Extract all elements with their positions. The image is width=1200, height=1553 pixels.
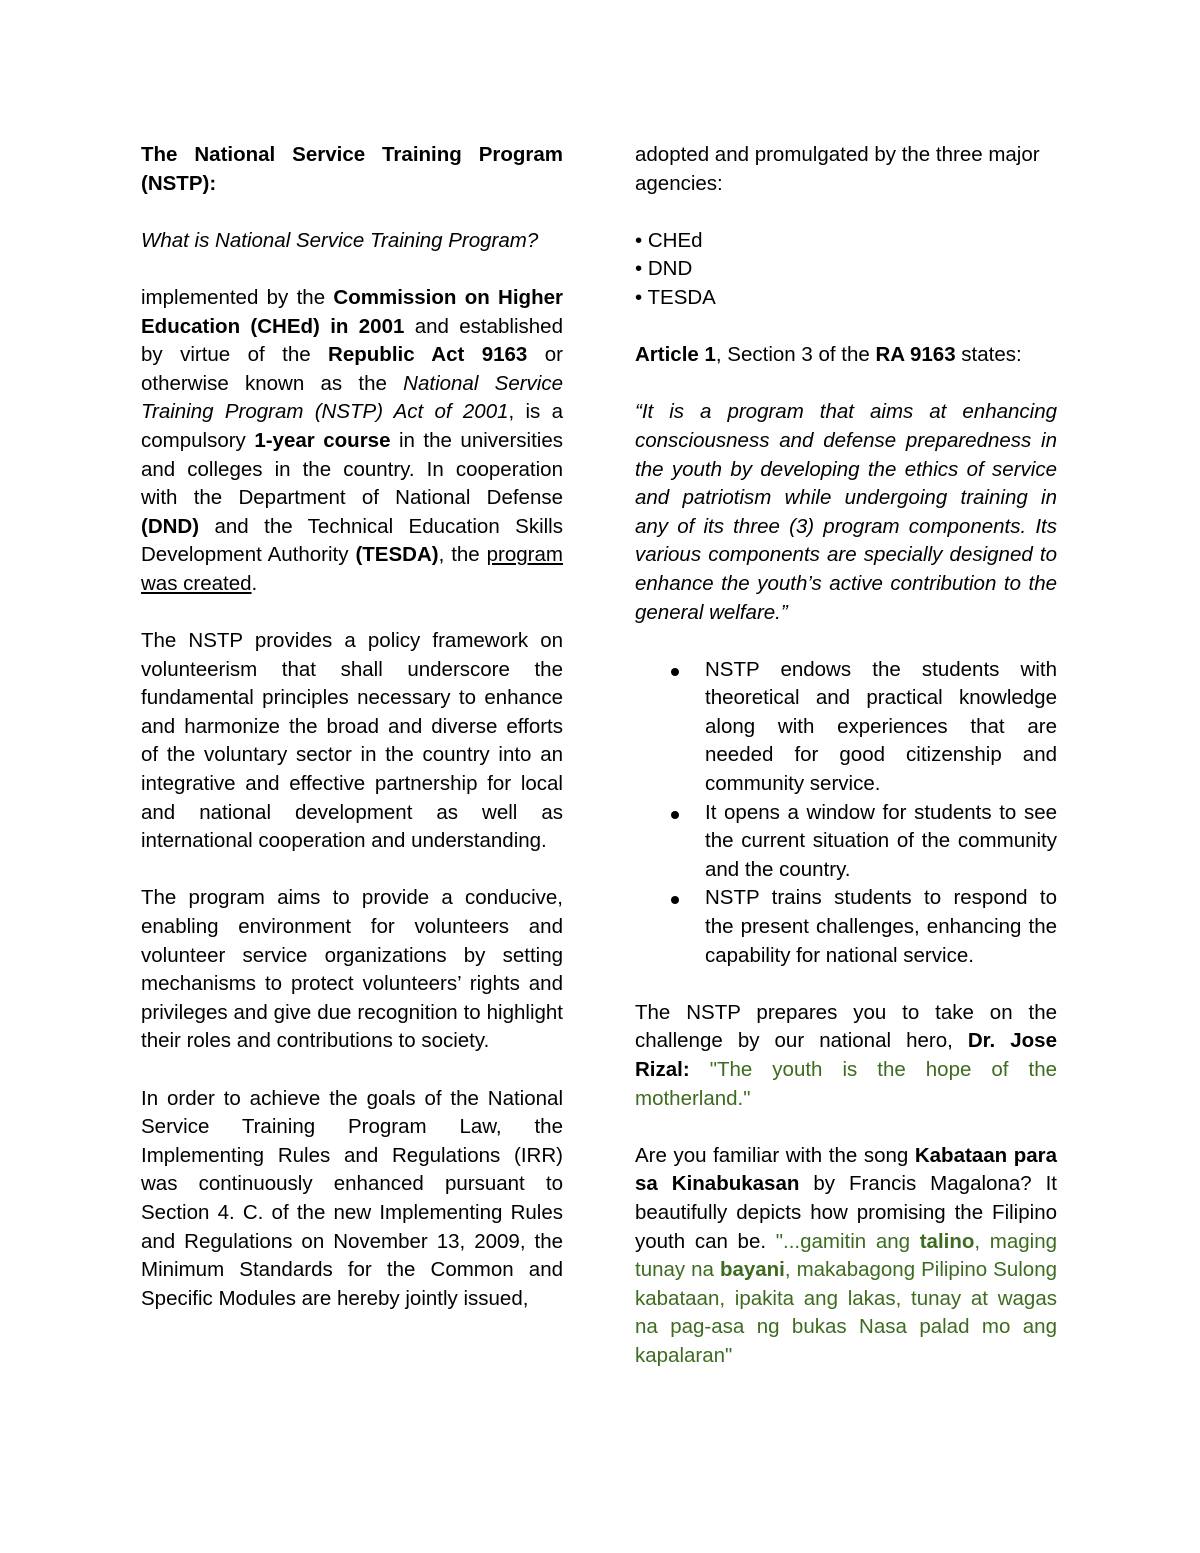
article-reference: Article 1, Section 3 of the RA 9163 states: bbox=[635, 343, 1022, 367]
section-question: What is National Service Training Program? bbox=[141, 228, 539, 252]
paragraph-adopted: adopted and promulgated by the three major agencies: bbox=[635, 143, 1040, 195]
agency-list bbox=[635, 227, 1057, 313]
bullet-icon bbox=[671, 668, 679, 676]
paragraph-intro: implemented by the Commission on Higher Education (CHEd) in 2001 and established by virtue of the Republic Act 9163 or otherwise known as the National Service Training Program (NSTP) Act of 2001, is a compulsory 1-year course in the universities and colleges in the country. In cooperation with the Department of National Defense (DND) and the Technical Education Skills Development Authority (TESDA), the program was created. bbox=[141, 285, 564, 595]
paragraph-policy-framework: The NSTP provides a policy framework on volunteerism that shall underscore the fundamental principles necessary to enhance and harmonize the broad and diverse efforts of the voluntary sector in the country into an integrative and effective partnership for local and national development as well as international cooperation and understanding. bbox=[141, 629, 563, 853]
list-item: NSTP endows the students with theoretical and practical knowledge along with experiences that are needed for good citizenship and community service. bbox=[635, 656, 1057, 799]
list-item: • TESDA bbox=[635, 285, 716, 309]
list-item: It opens a window for students to see the current situation of the community and the country. bbox=[635, 799, 1057, 885]
paragraph-rizal: The NSTP prepares you to take on the challenge by our national hero, Dr. Jose Rizal: "The youth is the hope of the motherland." bbox=[635, 1000, 1057, 1110]
list-item: • CHEd bbox=[635, 228, 703, 252]
paragraph-song: Are you familiar with the song Kabataan para sa Kinabukasan by Francis Magalona? It beautifully depicts how promising the Filipino youth can be. "...gamitin ang talino, maging tunay na bayani, makabagong Pilipino Sulong kabataan, ipakita ang lakas, tunay at wagas na pag-asa ng bukas Nasa palad mo ang kapalaran" bbox=[635, 1143, 1058, 1367]
right-column bbox=[635, 141, 1057, 1399]
list-item: • DND bbox=[635, 257, 693, 281]
benefits-list bbox=[635, 656, 1057, 971]
bullet-icon bbox=[671, 811, 679, 819]
paragraph-program-aims: The program aims to provide a conducive, enabling environment for volunteers and volunteer service organizations by setting mechanisms to protect volunteers’ rights and privileges and give due recognition to highlight their roles and contributions to society. bbox=[141, 886, 563, 1053]
document-title: The National Service Training Program (NSTP): bbox=[141, 143, 563, 195]
paragraph-irr: In order to achieve the goals of the National Service Training Program Law, the Implementing Rules and Regulations (IRR) was continuously enhanced pursuant to Section 4. C. of the new Implementing Rules and Regulations on November 13, 2009, the Minimum Standards for the Common and Specific Modules are hereby jointly issued, bbox=[141, 1086, 563, 1310]
article-quote: “It is a program that aims at enhancing consciousness and defense preparedness in the youth by developing the ethics of service and patriotism while undergoing training in any of its three (3) program components. Its various components are specially designed to enhance the youth’s active contribution to the general welfare.” bbox=[635, 400, 1057, 624]
bullet-icon bbox=[671, 896, 679, 904]
left-column bbox=[141, 141, 563, 1342]
list-item: NSTP trains students to respond to the present challenges, enhancing the capability for national service. bbox=[635, 884, 1057, 970]
